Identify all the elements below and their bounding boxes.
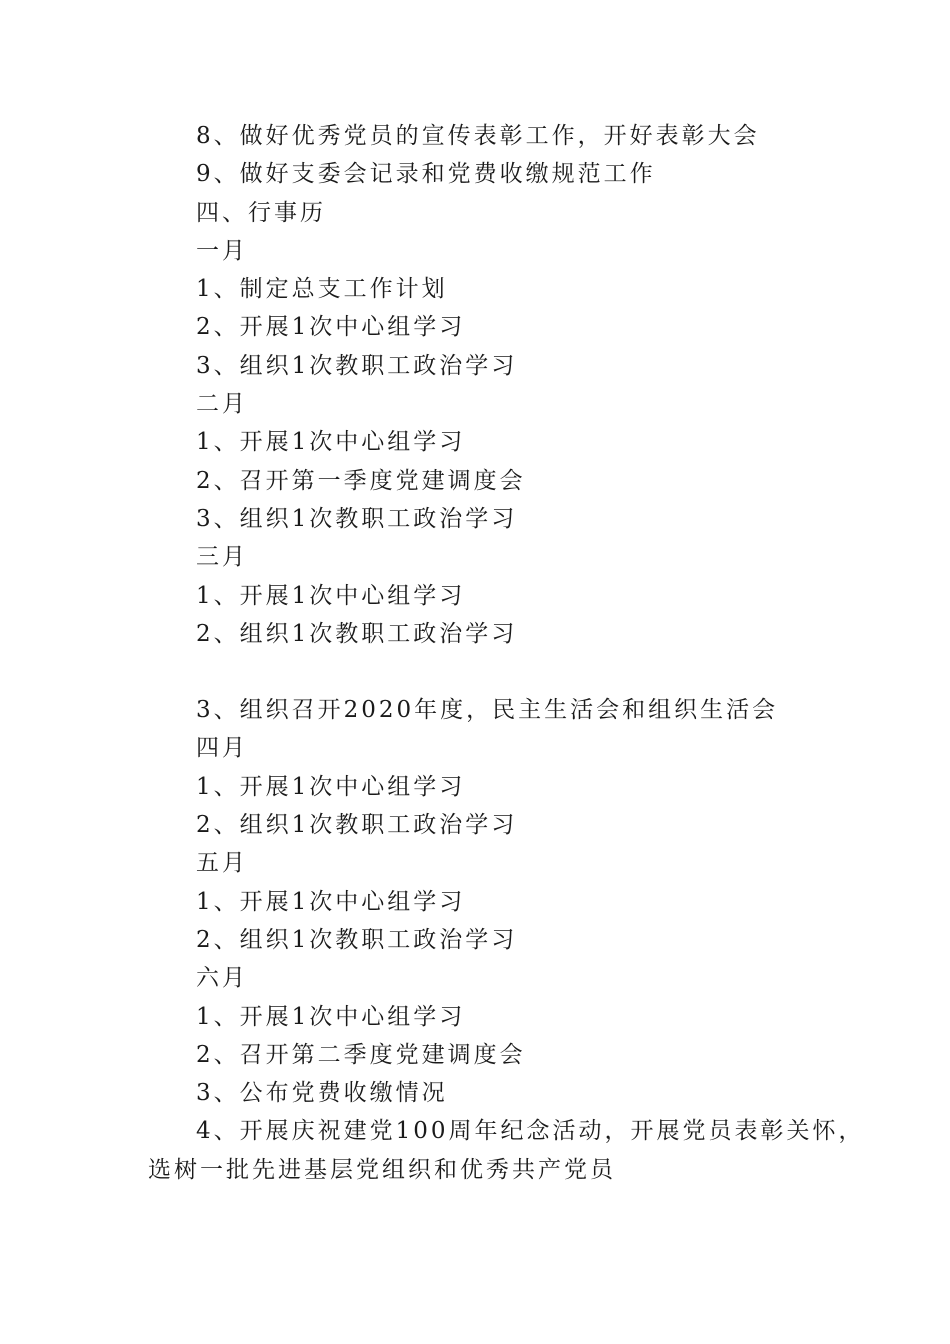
document-body <box>0 117 950 1189</box>
list-item: 2、组织1次教职工政治学习 <box>196 926 518 953</box>
list-item: 2、召开第一季度党建调度会 <box>196 467 526 494</box>
list-item: 4、开展庆祝建党100周年纪念活动，开展党员表彰关怀， <box>196 1118 865 1145</box>
section-heading: 四、行事历 <box>196 199 326 226</box>
list-item: 2、组织1次教职工政治学习 <box>196 620 518 647</box>
list-item: 3、公布党费收缴情况 <box>196 1080 448 1107</box>
month-heading: 三月 <box>196 544 248 571</box>
list-item: 8、做好优秀党员的宣传表彰工作，开好表彰大会 <box>196 123 760 149</box>
list-item: 1、开展1次中心组学习 <box>196 773 466 800</box>
list-item: 3、组织1次教职工政治学习 <box>196 505 518 532</box>
list-item: 3、组织召开2020年度，民主生活会和组织生活会 <box>196 697 779 724</box>
list-item: 9、做好支委会记录和党费收缴规范工作 <box>196 161 656 188</box>
list-item: 1、开展1次中心组学习 <box>196 429 466 456</box>
list-item: 2、组织1次教职工政治学习 <box>196 812 518 839</box>
list-item: 3、组织1次教职工政治学习 <box>196 352 518 379</box>
list-item: 1、制定总支工作计划 <box>196 276 448 303</box>
list-item: 1、开展1次中心组学习 <box>196 582 466 609</box>
list-item-continuation: 选树一批先进基层党组织和优秀共产党员 <box>148 1156 616 1183</box>
list-item: 1、开展1次中心组学习 <box>196 888 466 915</box>
list-item: 2、开展1次中心组学习 <box>196 314 466 341</box>
month-heading: 五月 <box>196 850 248 877</box>
month-heading: 二月 <box>196 391 248 418</box>
month-heading: 六月 <box>196 965 248 992</box>
list-item: 2、召开第二季度党建调度会 <box>196 1041 526 1068</box>
list-item: 1、开展1次中心组学习 <box>196 1003 466 1030</box>
month-heading: 四月 <box>196 735 248 762</box>
month-heading: 一月 <box>196 237 248 264</box>
